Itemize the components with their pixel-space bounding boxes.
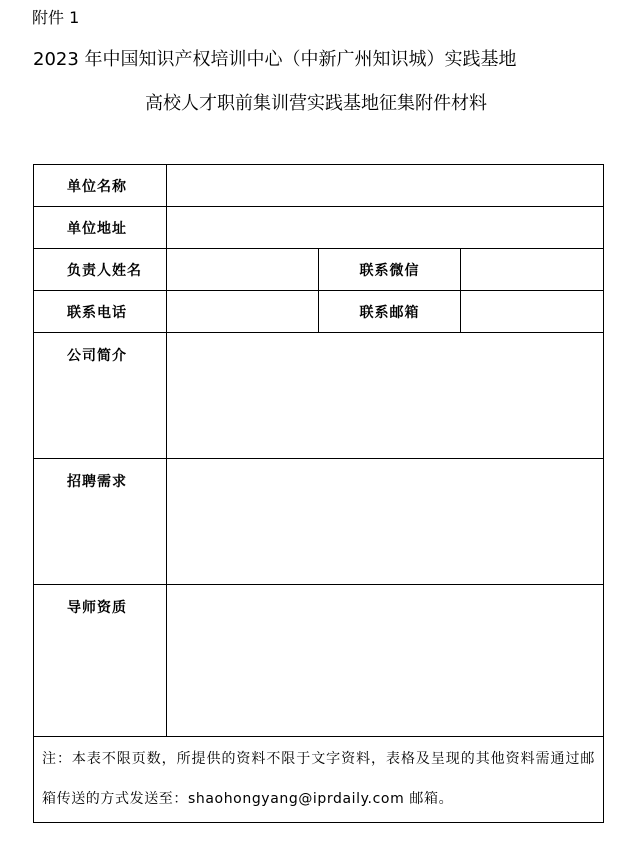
submission-email: shaohongyang@iprdaily.com — [188, 791, 405, 807]
recruit-field[interactable] — [167, 459, 604, 585]
footnote-suffix: 邮箱。 — [404, 791, 454, 807]
unit-address-row — [34, 207, 604, 249]
footnote — [34, 737, 604, 823]
phone-email-row — [34, 291, 604, 333]
wechat-field[interactable] — [461, 249, 604, 291]
mentor-field[interactable] — [167, 585, 604, 737]
note-row — [34, 737, 604, 823]
wechat-label: 联系微信 — [319, 249, 461, 291]
unit-name-field[interactable] — [167, 165, 604, 207]
document-title-line-2: 高校人才职前集训营实践基地征集附件材料 — [145, 93, 487, 114]
mentor-row — [34, 585, 604, 737]
unit-name-label: 单位名称 — [34, 165, 167, 207]
recruit-label: 招聘需求 — [34, 459, 167, 585]
company-intro-label: 公司简介 — [34, 333, 167, 459]
document-title-line-1: 2023 年中国知识产权培训中心（中新广州知识城）实践基地 — [33, 49, 517, 70]
email-field[interactable] — [461, 291, 604, 333]
unit-name-row — [34, 165, 604, 207]
phone-field[interactable] — [167, 291, 319, 333]
unit-address-label: 单位地址 — [34, 207, 167, 249]
attachment-label: 附件 1 — [32, 8, 80, 27]
company-intro-row — [34, 333, 604, 459]
leader-name-label: 负责人姓名 — [34, 249, 167, 291]
footnote-text: 注：本表不限页数，所提供的资料不限于文字资料，表格及呈现的其他资料需通过邮箱传送的方式发送至： — [42, 751, 596, 807]
leader-wechat-row — [34, 249, 604, 291]
phone-label: 联系电话 — [34, 291, 167, 333]
mentor-label: 导师资质 — [34, 585, 167, 737]
recruit-row — [34, 459, 604, 585]
company-intro-field[interactable] — [167, 333, 604, 459]
unit-address-field[interactable] — [167, 207, 604, 249]
application-form-table — [33, 164, 604, 823]
email-label: 联系邮箱 — [319, 291, 461, 333]
leader-name-field[interactable] — [167, 249, 319, 291]
